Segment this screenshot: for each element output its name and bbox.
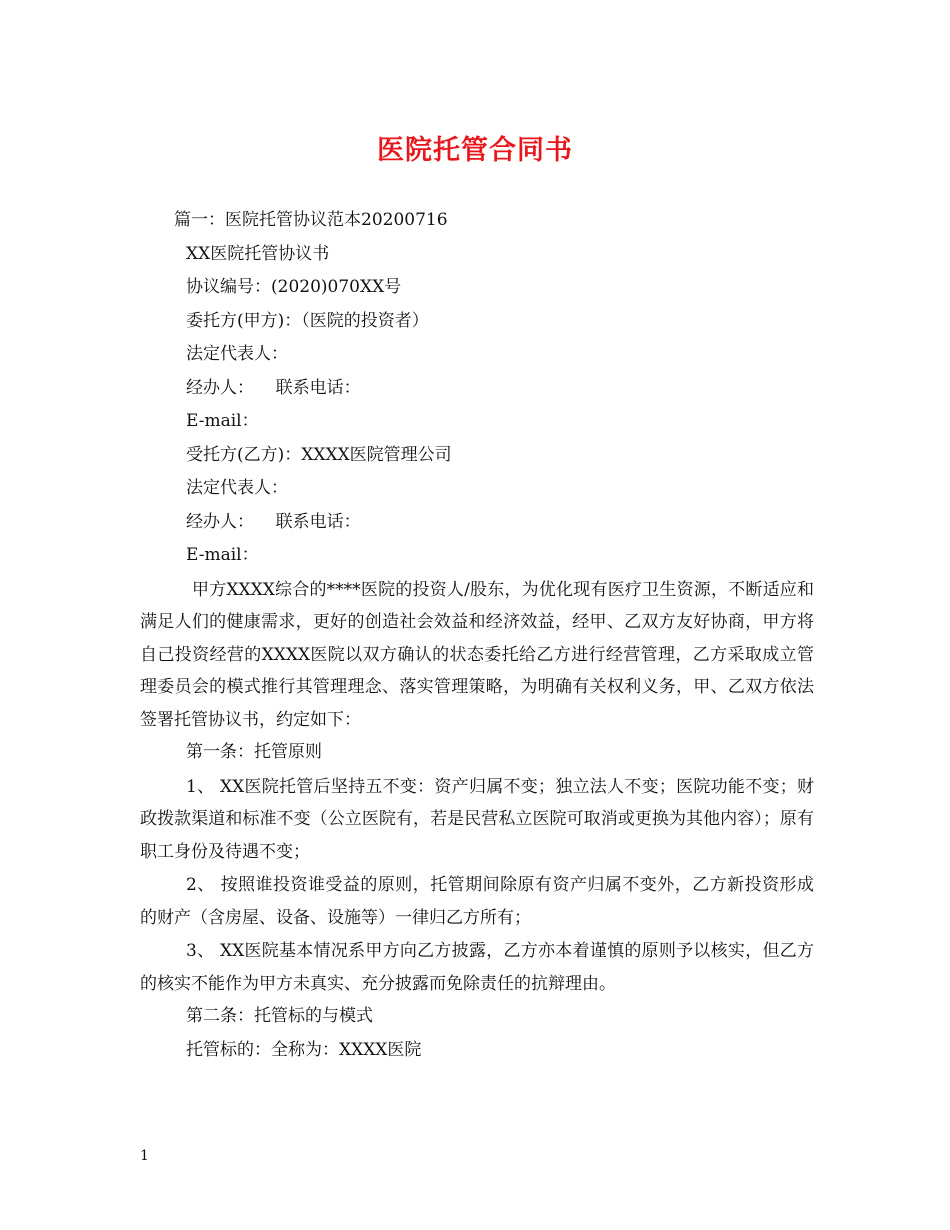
- text-line: E-mail：: [186, 545, 259, 565]
- text-line: 委托方(甲方)：（医院的投资者）: [186, 310, 429, 331]
- text-line: 经办人： 联系电话：: [186, 511, 361, 532]
- article-item: 2、 按照谁投资谁受益的原则，托管期间除原有资产归属不变外，乙方新投资形成的财产（含房屋、设备、设施等）一律归乙方所有；: [140, 875, 814, 928]
- article-heading: 第一条：托管原则: [186, 742, 322, 762]
- page-number: 1: [140, 1148, 149, 1164]
- text-line: 托管标的：全称为：XXXX医院: [186, 1039, 422, 1060]
- text-line: E-mail：: [186, 411, 259, 431]
- article-item: 3、 XX医院基本情况系甲方向乙方披露，乙方亦本着谨慎的原则予以核实，但乙方的核实不能作为甲方未真实、充分披露而免除责任的抗辩理由。: [140, 941, 814, 994]
- text-line: 受托方(乙方)：XXXX医院管理公司: [186, 444, 452, 465]
- text-line: XX医院托管协议书: [186, 243, 330, 264]
- article-heading: 第二条：托管标的与模式: [186, 1006, 373, 1026]
- document-body: [140, 204, 814, 1067]
- text-line: 法定代表人：: [186, 478, 288, 498]
- intro-paragraph: 甲方XXXX综合的****医院的投资人/股东，为优化现有医疗卫生资源，不断适应和满足人们的健康需求，更好的创造社会效益和经济效益，经甲、乙双方友好协商，甲方将自己投资经营的XXXX医院以双方确认的状态委托给乙方进行经营管理，乙方采取成立管理委员会的模式推行其管理理念、落实管理策略，为明确有关权利义务，甲、乙双方依法签署托管协议书，约定如下：: [140, 579, 814, 730]
- text-line: 法定代表人：: [186, 344, 288, 364]
- text-line: 篇一：医院托管协议范本20200716: [174, 210, 448, 230]
- document-title: 医院托管合同书: [377, 135, 573, 166]
- text-line: 协议编号：(2020)070XX号: [186, 277, 402, 297]
- text-line: 经办人： 联系电话：: [186, 377, 361, 398]
- article-item: 1、 XX医院托管后坚持五不变：资产归属不变；独立法人不变；医院功能不变；财政拨款渠道和标准不变（公立医院有，若是民营私立医院可取消或更换为其他内容）；原有职工身份及待遇不变；: [140, 776, 814, 862]
